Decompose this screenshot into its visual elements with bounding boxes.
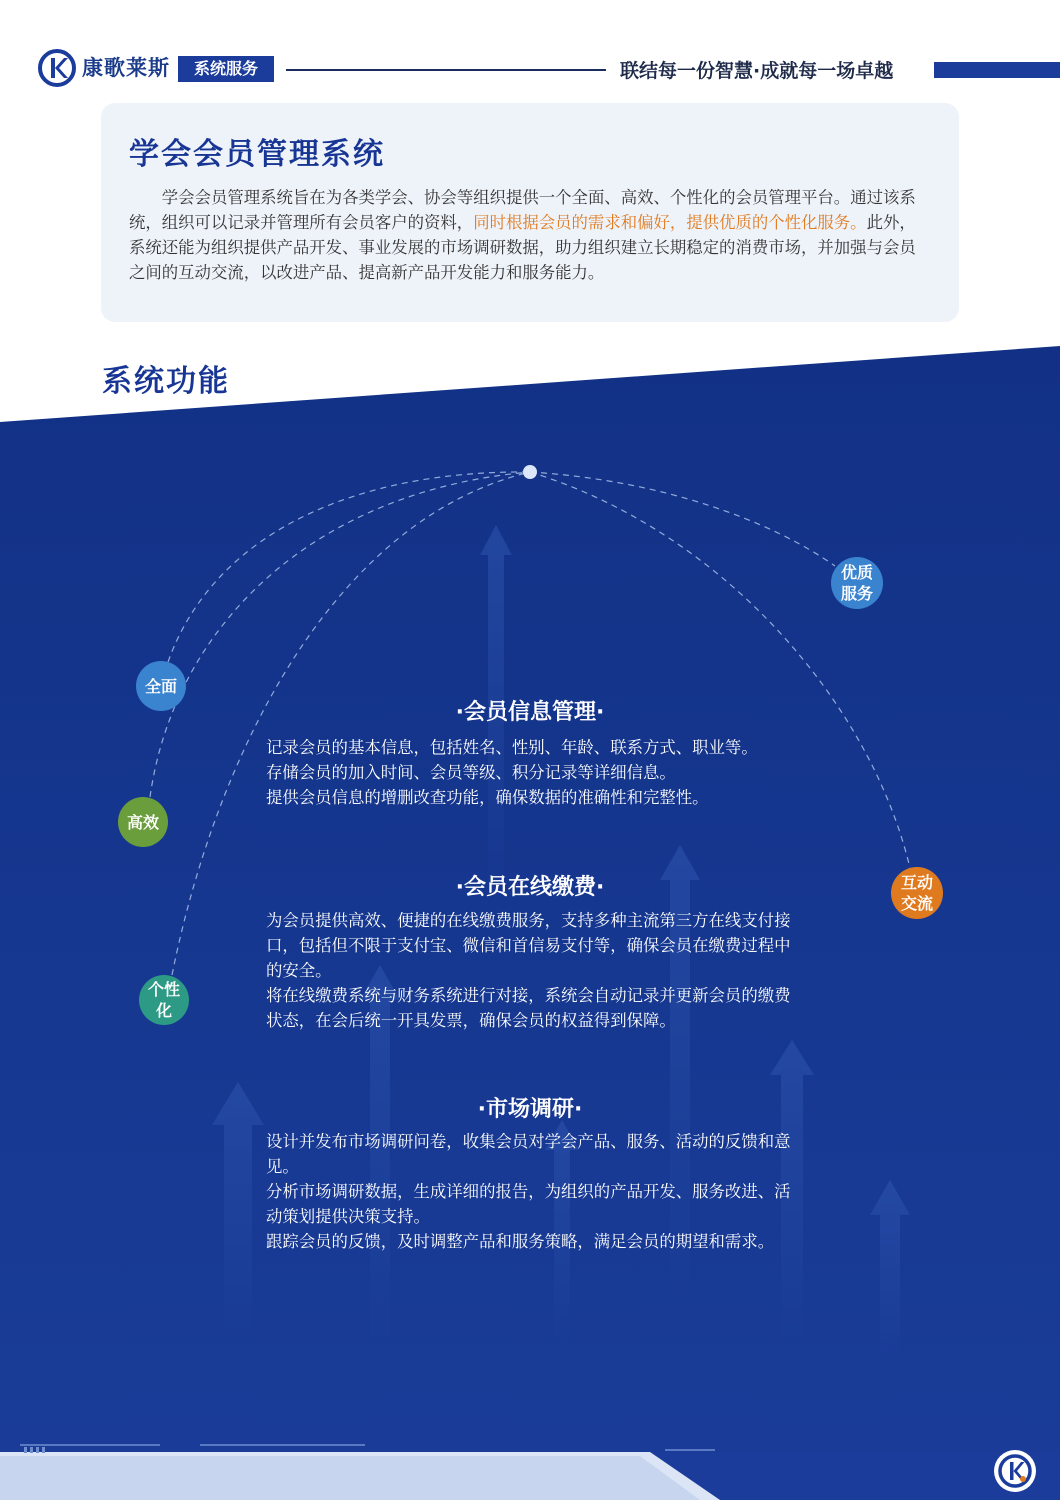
header-slogan: 联结每一份智慧·成就每一场卓越 [620, 60, 894, 82]
tag-personalized [139, 975, 189, 1025]
feature-line: 存储会员的加入时间、会员等级、积分记录等详细信息。 [266, 763, 676, 782]
intro-card [101, 103, 959, 322]
feature-text-online-payment [266, 908, 801, 1033]
intro-text-highlight: 同时根据会员的需求和偏好，提供优质的个性化服务。 [473, 213, 867, 232]
page-header [0, 0, 1060, 100]
tag-personal-label: 个性化 [147, 980, 180, 1020]
tag-efficient [118, 797, 168, 847]
tag-quality-label: 优质服务 [840, 563, 873, 603]
feature-line: 将在线缴费系统与财务系统进行对接，系统会自动记录并更新会员的缴费状态，在会后统一开具发票，确保会员的权益得到保障。 [266, 986, 791, 1030]
feature-title-market-research: ·市场调研· [477, 1097, 583, 1122]
feature-line: 分析市场调研数据，生成详细的报告，为组织的产品开发、服务改进、活动策划提供决策支持。 [266, 1182, 791, 1226]
service-tag: 系统服务 [178, 56, 274, 82]
header-accent-bar [934, 62, 1060, 78]
footer-logo-icon [993, 1449, 1037, 1493]
intro-title: 学会会员管理系统 [129, 137, 385, 172]
tag-efficient-label: 高效 [126, 812, 159, 832]
tag-interactive [891, 867, 943, 919]
intro-paragraph [129, 185, 931, 285]
intro-text-part1: 学会会员管理系统旨在为各类学会、协会等组织提供一个全面、高效、个性化的会员管理平台。通过该系统，组织可以记录并管理所有会员客户的资料， [129, 188, 916, 232]
feature-line: 为会员提供高效、便捷的在线缴费服务，支持多种主流第三方在线支付接口，包括但不限于支付宝、微信和首信易支付等，确保会员在缴费过程中的安全。 [266, 911, 791, 980]
tag-interactive-label: 互动交流 [900, 873, 933, 913]
tag-comprehensive-label: 全面 [144, 676, 177, 696]
brand-logo-icon [37, 48, 77, 88]
tag-quality-service [831, 557, 883, 609]
feature-text-market-research [266, 1129, 801, 1254]
feature-line: 跟踪会员的反馈，及时调整产品和服务策略，满足会员的期望和需求。 [266, 1232, 775, 1251]
feature-text-member-info [266, 735, 801, 810]
feature-line: 设计并发布市场调研问卷，收集会员对学会产品、服务、活动的反馈和意见。 [266, 1132, 791, 1176]
feature-line: 记录会员的基本信息，包括姓名、性别、年龄、联系方式、职业等。 [266, 738, 758, 757]
feature-title-online-payment: ·会员在线缴费· [455, 875, 605, 900]
feature-line: 提供会员信息的增删改查功能，确保数据的准确性和完整性。 [266, 788, 709, 807]
brand-name: 康歌莱斯 [82, 56, 170, 80]
section-title: 系统功能 [102, 364, 230, 399]
tag-comprehensive [136, 661, 186, 711]
feature-title-member-info: ·会员信息管理· [455, 700, 605, 725]
intro-text-part2: 此外，系统还能为组织提供产品开发、事业发展的市场调研数据，助力组织建立长期稳定的消费市场，并加强与会员之间的互动交流，以改进产品、提高新产品开发能力和服务能力。 [129, 213, 916, 282]
header-divider [286, 69, 606, 71]
